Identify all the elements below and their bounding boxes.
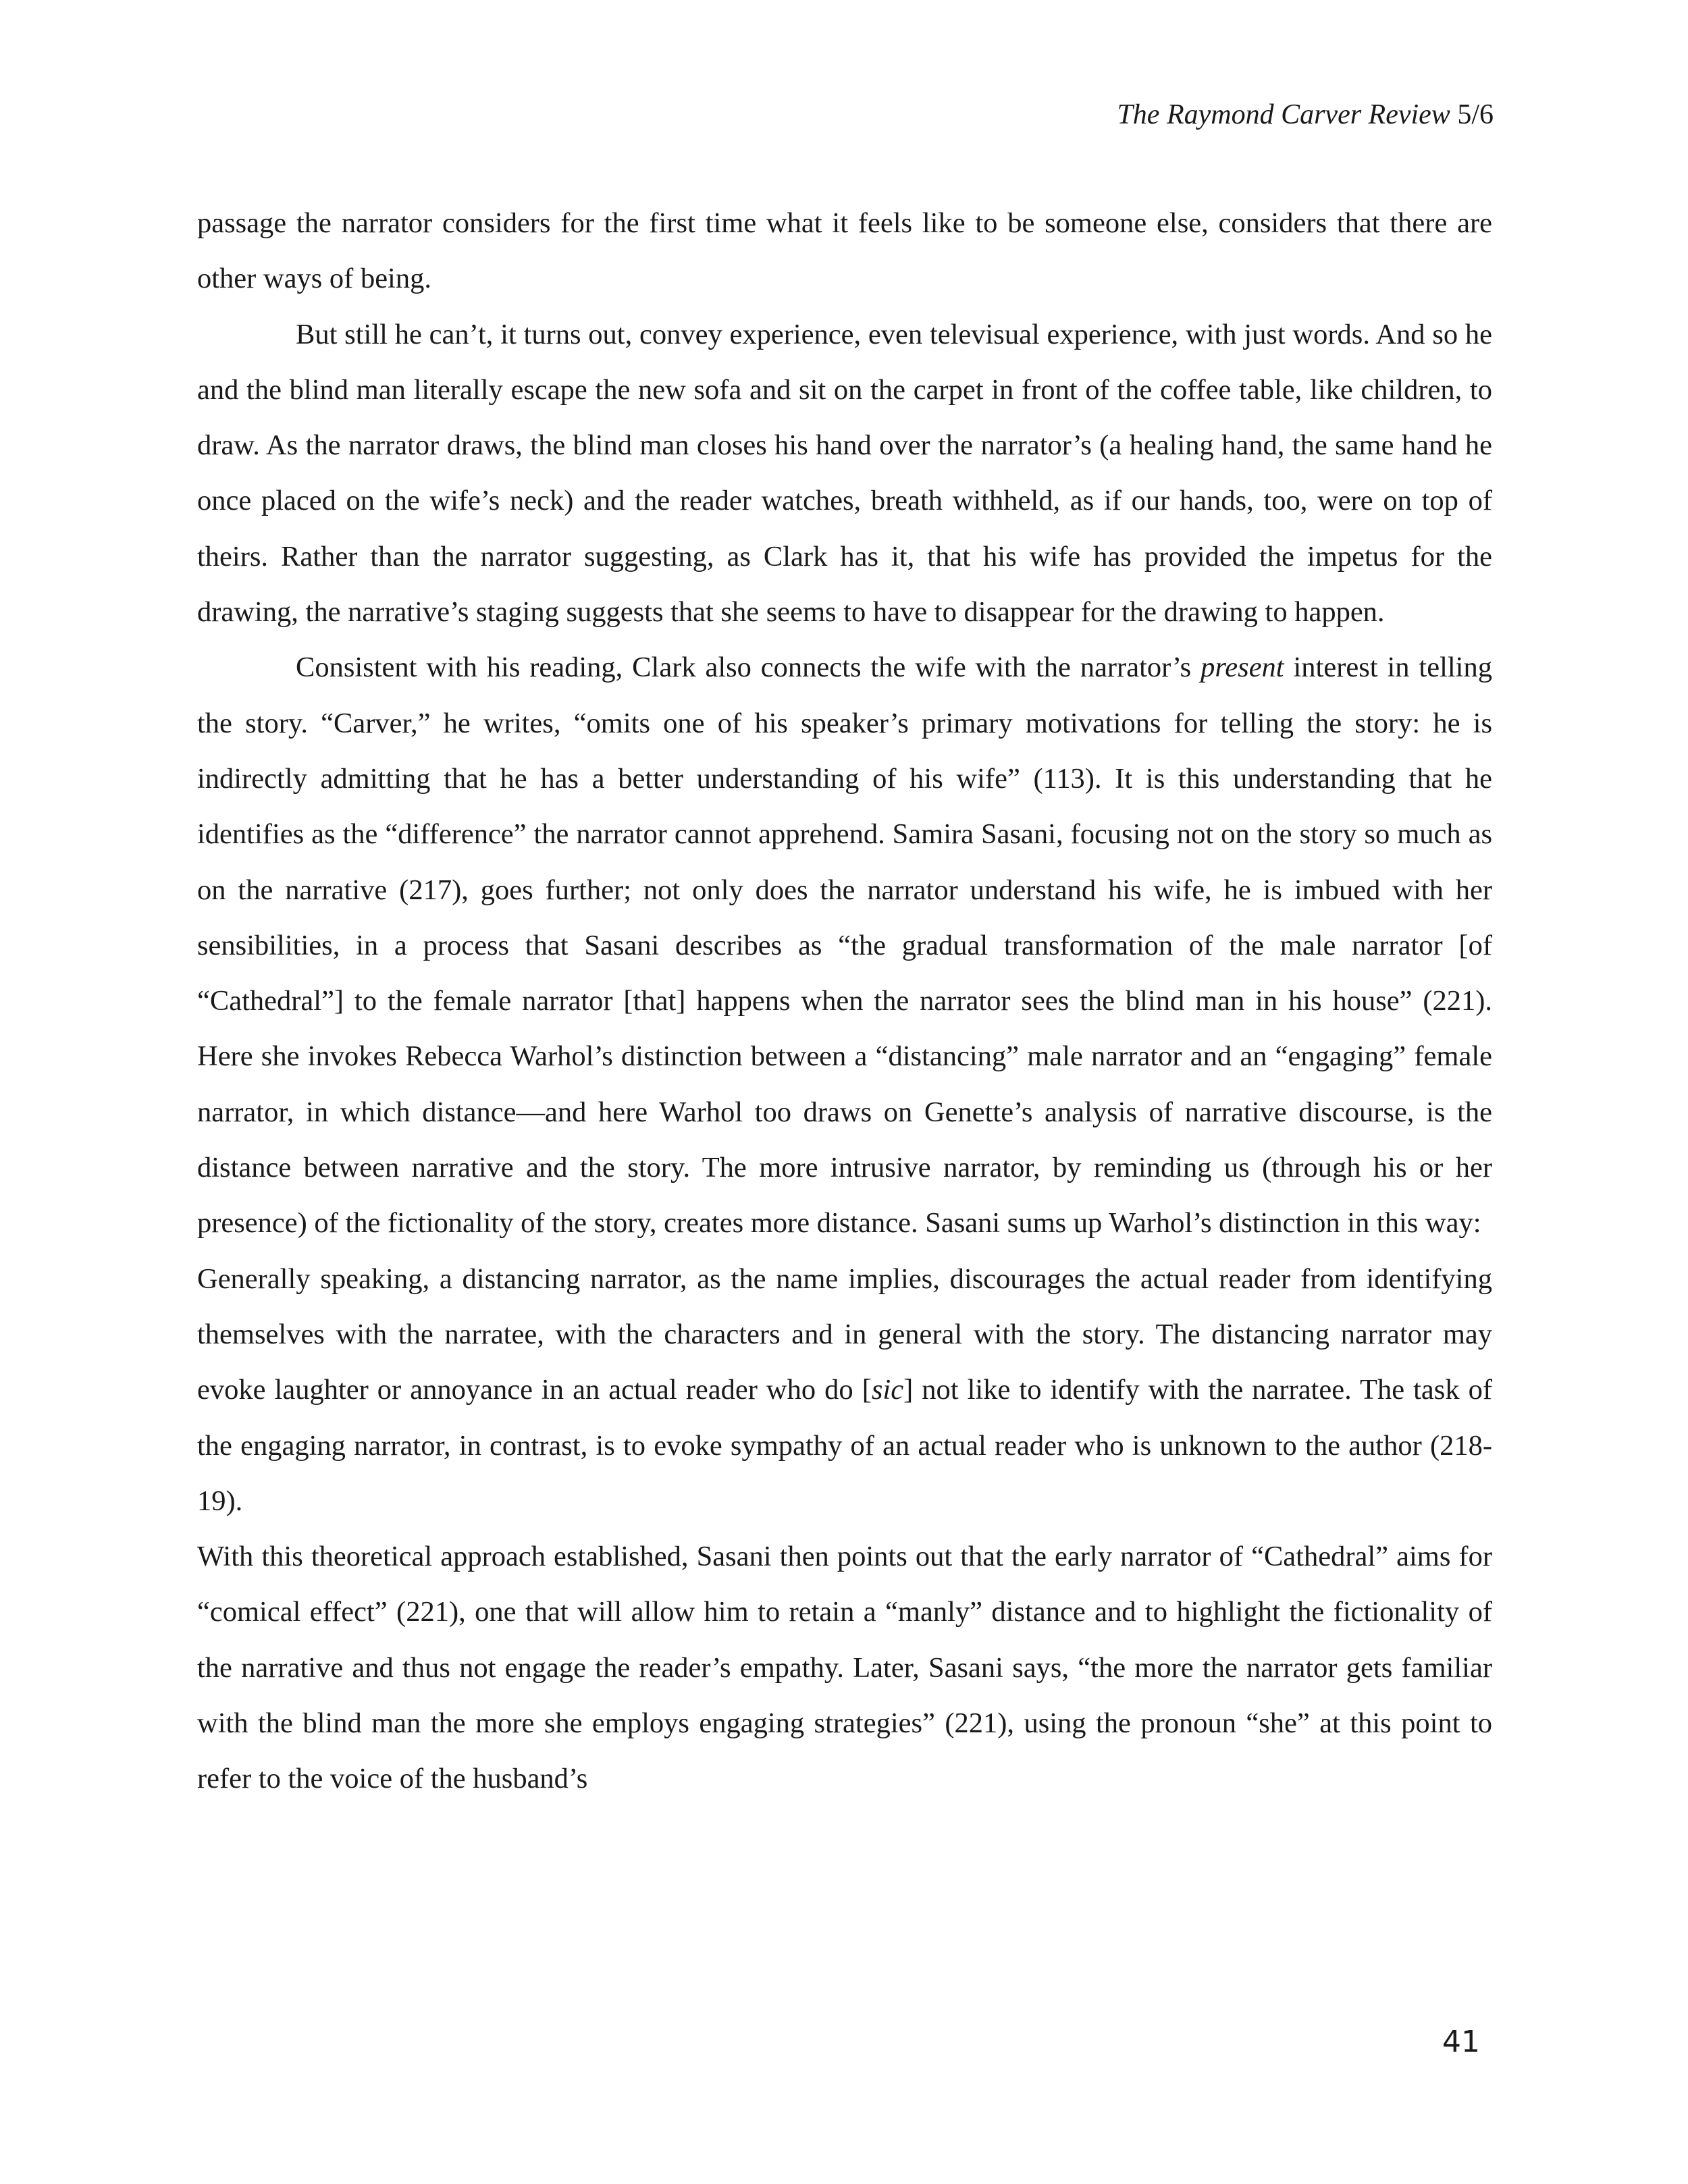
paragraph-1: passage the narrator considers for the first time what it feels like to be someone else, considers that there are other ways of being. (197, 207, 1492, 295)
running-header (1117, 95, 1494, 135)
journal-title: The Raymond Carver Review (1117, 99, 1450, 130)
paragraph-3-text-start: Consistent with his reading, Clark also connects the wife with the narrator’s (296, 651, 1201, 684)
body-text (197, 196, 1492, 1807)
block-quote (197, 1252, 1492, 1529)
paragraph-3 (197, 640, 1492, 1251)
page-number: 41 (1442, 2025, 1480, 2059)
issue-number: 5/6 (1457, 99, 1494, 130)
paragraph-2: But still he can’t, it turns out, convey experience, even televisual experience, with just words. And so he and the blind man literally escape the new sofa and sit on the carpet in front of the coffee table, like children, to draw. As the narrator draws, the blind man closes his hand over the narrator’s (a healing hand, the same hand he once placed on the wife’s neck) and the reader watches, breath withheld, as if our hands, too, were on top of theirs. Rather than the narrator suggesting, as Clark has it, that his wife has provided the impetus for the drawing, the narrative’s staging suggests that she seems to have to disappear for the drawing to happen. (197, 318, 1492, 629)
quote-text-end: ] not like to identify with the narratee. The task of the engaging narrator, in contrast, is to evoke sympathy of an actual reader who is unknown to the author (218-19). (197, 1374, 1493, 1517)
paragraph-3-text-end: interest in telling the story. “Carver,” he writes, “omits one of his speaker’s primary motivations for telling the story: he is indirectly admitting that he has a better understanding of his wife” (113). It is this understanding that he identifies as the “difference” the narrator cannot apprehend. Samira Sasani, focusing not on the story so much as on the narrative (217), goes further; not only does the narrator understand his wife, he is imbued with her sensibilities, in a process that Sasani describes as “the gradual transformation of the male narrator [of “Cathedral”] to the female narrator [that] happens when the narrator sees the blind man in his house” (221). Here she invokes Rebecca Warhol’s distinction between a “distancing” male narrator and an “engaging” female narrator, in which distance—and here Warhol too draws on Genette’s analysis of narrative discourse, is the distance between narrative and the story. The more intrusive narrator, by reminding us (through his or her presence) of the fictionality of the story, creates more distance. Sasani sums up Warhol’s distinction in this way: (197, 651, 1492, 1240)
quote-text-start: Generally speaking, a distancing narrator, as the name implies, discourages the actual reader from identifying themselves with the narratee, with the characters and in general with the story. The distancing narrator may evoke laughter or annoyance in an actual reader who do [ (197, 1262, 1492, 1406)
paragraph-4: With this theoretical approach established, Sasani then points out that the early narrator of “Cathedral” aims for “comical effect” (221), one that will allow him to retain a “manly” distance and to highlight the fictionality of the narrative and thus not engage the reader’s empathy. Later, Sasani says, “the more the narrator gets familiar with the blind man the more she employs engaging strategies” (221), using the pronoun “she” at this point to refer to the voice of the husband’s (197, 1541, 1492, 1795)
sic-marker: sic (871, 1374, 904, 1406)
emphasis-present: present (1201, 651, 1284, 684)
